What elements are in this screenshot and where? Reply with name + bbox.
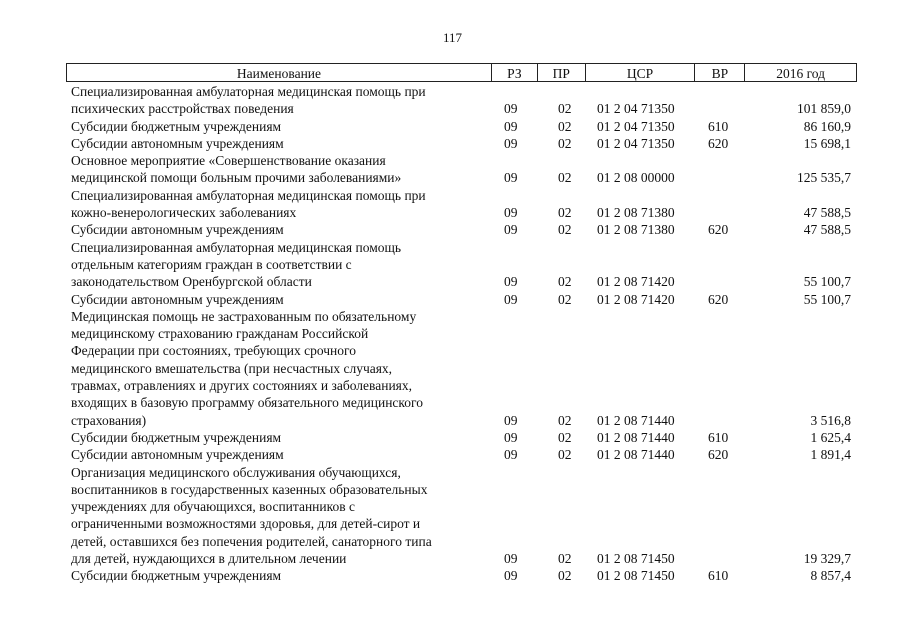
row-csr: 01 2 08 71440 [597, 429, 675, 445]
header-year: 2016 год [776, 66, 826, 81]
row-amount: 47 588,5 [803, 222, 851, 238]
row-name: Основное мероприятие «Совершенствование оказания медицинской помощи больным прочими заболеваниями» [71, 153, 402, 186]
table-row [66, 239, 866, 291]
row-vr: 610 [708, 118, 729, 134]
row-vr: 610 [708, 568, 729, 584]
page-number: 117 [442, 30, 463, 45]
row-name: Субсидии автономным учреждениям [71, 447, 284, 463]
row-vr: 620 [708, 222, 729, 238]
row-pr: 02 [558, 274, 572, 290]
row-pr: 02 [558, 447, 572, 463]
table-row [66, 187, 866, 222]
row-amount: 1 625,4 [810, 429, 851, 445]
row-name: Субсидии автономным учреждениям [71, 291, 284, 307]
row-name: Субсидии бюджетным учреждениям [71, 118, 282, 134]
row-name: Субсидии бюджетным учреждениям [71, 568, 282, 584]
row-pr: 02 [558, 412, 572, 428]
row-pr: 02 [558, 205, 572, 221]
row-rz: 09 [504, 568, 518, 584]
row-rz: 09 [504, 118, 518, 134]
table-row [66, 464, 866, 568]
table-row [66, 118, 866, 135]
row-csr: 01 2 08 71450 [597, 568, 675, 584]
row-csr: 01 2 08 71450 [597, 551, 675, 567]
row-pr: 02 [558, 135, 572, 151]
row-csr: 01 2 08 71440 [597, 412, 675, 428]
row-pr: 02 [558, 568, 572, 584]
row-name: Субсидии автономным учреждениям [71, 135, 284, 151]
row-csr: 01 2 04 71350 [597, 118, 675, 134]
table-row [66, 221, 866, 238]
header-pr: ПР [538, 64, 586, 81]
row-csr: 01 2 04 71350 [597, 135, 675, 151]
row-vr: 620 [708, 291, 729, 307]
row-csr: 01 2 08 71440 [597, 447, 675, 463]
row-name: Специализированная амбулаторная медицинская помощь при психических расстройствах поведения [71, 84, 426, 117]
table-header [66, 63, 857, 82]
row-csr: 01 2 08 71380 [597, 222, 675, 238]
row-name: Медицинская помощь не застрахованным по обязательному медицинскому страхованию гражданам Российской Федерации при состояниях, требующих срочного медицинского вмешательства (при несчастных случаях, травмах, отравлениях и других состояниях и заболеваниях, входящих в базовую программу обязательного медицинского страхования) [71, 308, 423, 428]
row-name: Субсидии автономным учреждениям [71, 222, 284, 238]
row-amount: 86 160,9 [803, 118, 851, 134]
row-name: Субсидии бюджетным учреждениям [71, 429, 282, 445]
table-row [66, 291, 866, 308]
row-pr: 02 [558, 291, 572, 307]
row-amount: 55 100,7 [803, 291, 851, 307]
table-row [66, 446, 866, 463]
table-row [66, 83, 866, 118]
row-amount: 47 588,5 [803, 205, 851, 221]
row-rz: 09 [504, 205, 518, 221]
row-amount: 55 100,7 [803, 274, 851, 290]
row-amount: 125 535,7 [797, 170, 851, 186]
header-csr: ЦСР [586, 64, 696, 81]
row-pr: 02 [558, 118, 572, 134]
row-rz: 09 [504, 429, 518, 445]
row-rz: 09 [504, 222, 518, 238]
row-rz: 09 [504, 101, 518, 117]
row-amount: 101 859,0 [797, 101, 851, 117]
row-name: Специализированная амбулаторная медицинская помощь при кожно-венерологических заболеваниях [71, 187, 426, 221]
row-rz: 09 [504, 291, 518, 307]
row-csr: 01 2 08 71380 [597, 205, 675, 221]
row-rz: 09 [504, 551, 518, 567]
table-row [66, 135, 866, 152]
row-rz: 09 [504, 135, 518, 151]
row-csr: 01 2 08 71420 [597, 274, 675, 290]
row-vr: 610 [708, 429, 729, 445]
row-pr: 02 [558, 222, 572, 238]
table-row [66, 429, 866, 446]
row-amount: 8 857,4 [810, 568, 851, 584]
row-rz: 09 [504, 412, 518, 428]
row-rz: 09 [504, 170, 518, 186]
header-rz: РЗ [492, 64, 538, 81]
row-name: Специализированная амбулаторная медицинская помощь отдельным категориям граждан в соответствии с законодательством Оренбургской области [71, 239, 402, 290]
row-name: Организация медицинского обслуживания обучающихся, воспитанников в государственных казенных образовательных учреждениях для обучающихся, воспитанников с ограниченными возможностями здоровья, для детей-сирот и детей, оставшихся без попечения родителей, санаторного типа для детей, нуждающихся в длительном лечении [71, 464, 432, 567]
row-pr: 02 [558, 551, 572, 567]
table-body [66, 83, 866, 585]
row-pr: 02 [558, 429, 572, 445]
row-pr: 02 [558, 101, 572, 117]
row-rz: 09 [504, 447, 518, 463]
row-pr: 02 [558, 170, 572, 186]
row-vr: 620 [708, 135, 729, 151]
row-rz: 09 [504, 274, 518, 290]
table-row [66, 567, 866, 584]
row-csr: 01 2 08 00000 [597, 170, 675, 186]
header-name: Наименование [67, 64, 492, 81]
row-csr: 01 2 08 71420 [597, 291, 675, 307]
row-amount: 19 329,7 [803, 551, 851, 567]
header-vr: ВР [695, 64, 745, 81]
row-amount: 15 698,1 [803, 135, 851, 151]
row-amount: 1 891,4 [810, 447, 851, 463]
row-amount: 3 516,8 [810, 412, 851, 428]
table-row [66, 152, 866, 187]
row-csr: 01 2 04 71350 [597, 101, 675, 117]
table-row [66, 308, 866, 429]
row-vr: 620 [708, 447, 729, 463]
